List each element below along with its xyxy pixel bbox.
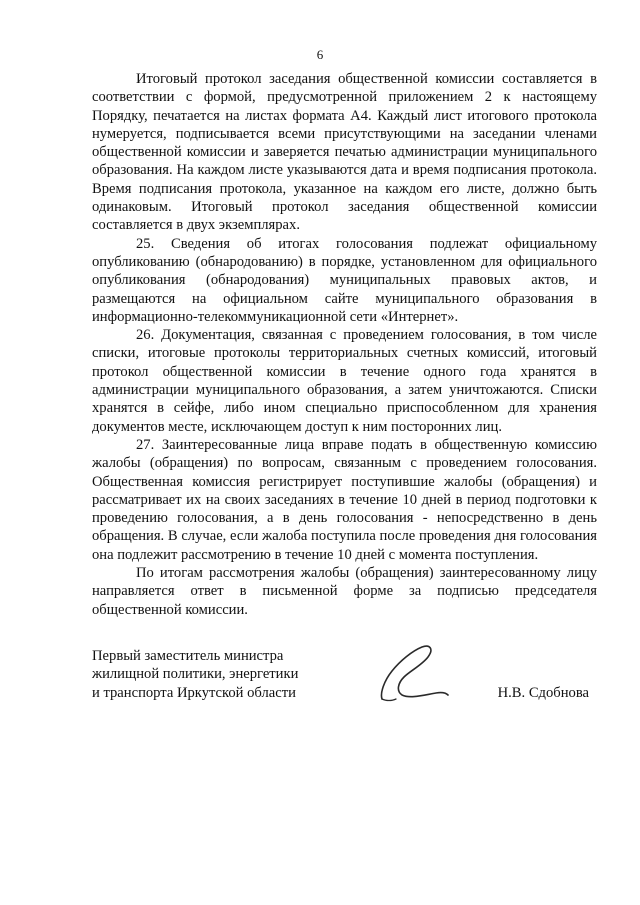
signatory-position-line-3: и транспорта Иркутской области bbox=[92, 684, 296, 701]
document-body bbox=[92, 70, 597, 619]
signature-block bbox=[92, 647, 597, 707]
signatory-position-line-2: жилищной политики, энергетики bbox=[92, 666, 299, 683]
signatory-position-line-1: Первый заместитель министра bbox=[92, 648, 284, 664]
paragraph-25: 25. Сведения об итогах голосования подлежат официальному опубликованию (обнародованию) в порядке, установленном для официального опубликования (обнародования) муниципальных правовых актов, и размещаются на официальном сайте муниципального образования в информационно-телекоммуникационной сети «Интернет». bbox=[92, 235, 597, 325]
paragraph-complaint-response: По итогам рассмотрения жалобы (обращения) заинтересованному лицу направляется ответ в письменной форме за подписью председателя общественной комиссии. bbox=[92, 565, 597, 618]
signatory-name: Н.В. Сдобнова bbox=[497, 684, 589, 701]
paragraph-27: 27. Заинтересованные лица вправе подать в общественную комиссию жалобы (обращения) по вопросам, связанным с проведением голосования. Общественная комиссия регистрирует поступившие жалобы (обращения) и рассматривает их на своих заседаниях в течение 10 дней в период подготовки к проведению голосования, а в день голосования - непосредственно в день обращения. В случае, если жалоба поступила после проведения дня голосования она подлежит рассмотрению в течение 10 дней с момента поступления. bbox=[92, 436, 597, 563]
page-number: 6 bbox=[316, 47, 324, 62]
handwritten-signature bbox=[374, 641, 454, 707]
paragraph-26: 26. Документация, связанная с проведением голосования, в том числе списки, итоговые протоколы территориальных счетных комиссий, итоговый протокол общественной комиссии в течение одного года хранятся в администрации муниципального образования, а затем уничтожаются. Списки хранятся в сейфе, либо ином специально приспособленном для хранения документов месте, исключающем доступ к ним посторонних лиц. bbox=[92, 327, 597, 435]
paragraph-protocol: Итоговый протокол заседания общественной комиссии составляется в соответствии с формой, предусмотренной приложением 2 к настоящему Порядку, печатается на листах формата А4. Каждый лист итогового протокола нумеруется, подписывается всеми присутствующими на заседании членами общественной комиссии и заверяется печатью администрации муниципального образования. На каждом листе указываются дата и время подписания протокола. Время подписания протокола, указанное на каждом его листе, должно быть одинаковым. Итоговый протокол заседания общественной комиссии составляется в двух экземплярах. bbox=[92, 71, 597, 234]
